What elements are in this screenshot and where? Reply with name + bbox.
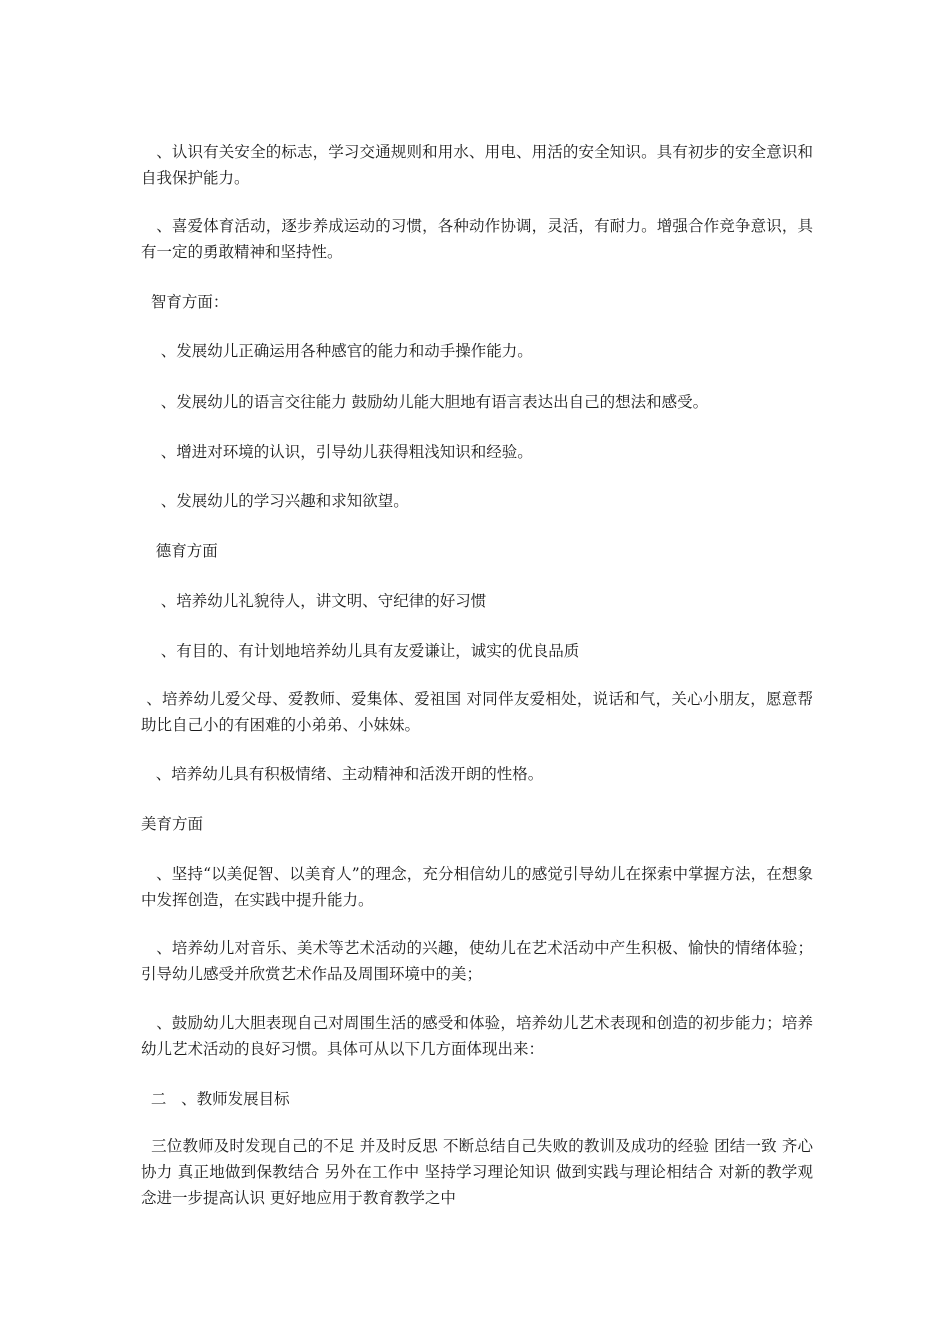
paragraph-sports-activity: 、喜爱体育活动，逐步养成运动的习惯，各种动作协调，灵活，有耐力。增强合作竞争意识，具有一定的勇敢精神和坚持性。	[141, 217, 814, 261]
paragraph-art-interest: 、培养幼儿对音乐、美术等艺术活动的兴趣，使幼儿在艺术活动中产生积极、愉快的情绪体验；引导幼儿感受并欣赏艺术作品及周围环境中的美；	[141, 939, 814, 983]
paragraph-art-expression: 、鼓励幼儿大胆表现自己对周围生活的感受和体验，培养幼儿艺术表现和创造的初步能力；培养幼儿艺术活动的良好习惯。具体可从以下几方面体现出来：	[141, 1014, 814, 1058]
paragraph-environment-knowledge: 、增进对环境的认识，引导幼儿获得粗浅知识和经验。	[141, 443, 533, 461]
paragraph-senses-ability: 、发展幼儿正确运用各种感官的能力和动手操作能力。	[141, 342, 533, 360]
paragraph-learning-interest: 、发展幼儿的学习兴趣和求知欲望。	[141, 492, 409, 510]
paragraph-safety-awareness: 、认识有关安全的标志，学习交通规则和用水、用电、用活的安全知识。具有初步的安全意识和自我保护能力。	[141, 143, 814, 187]
paragraph-teacher-reflection: 三位教师及时发现自己的不足 并及时反思 不断总结自己失败的教训及成功的经验 团结一致 齐心协力 真正地做到保教结合 另外在工作中 坚持学习理论知识 做到实践与理论相结合 对新的教学观念进一步提高认识 更好地应用于教育教学之中	[141, 1137, 813, 1207]
paragraph-beauty-concept: 、坚持“以美促智、以美育人”的理念，充分相信幼儿的感觉引导幼儿在探索中掌握方法，在想象中发挥创造，在实践中提升能力。	[141, 865, 813, 909]
heading-teacher-goals: 二 、教师发展目标	[141, 1090, 290, 1108]
heading-intellectual-education: 智育方面：	[141, 293, 229, 311]
paragraph-positive-emotion: 、培养幼儿具有积极情绪、主动精神和活泼开朗的性格。	[141, 765, 544, 783]
heading-aesthetic-education: 美育方面	[141, 815, 204, 833]
paragraph-love-parents: 、培养幼儿爱父母、爱教师、爱集体、爱祖国 对同伴友爱相处，说话和气，关心小朋友，愿意帮助比自己小的有困难的小弟弟、小妹妹。	[141, 690, 813, 734]
paragraph-friendliness: 、有目的、有计划地培养幼儿具有友爱谦让，诚实的优良品质	[141, 642, 580, 660]
paragraph-language-ability: 、发展幼儿的语言交往能力 鼓励幼儿能大胆地有语言表达出自己的想法和感受。	[141, 393, 709, 411]
paragraph-politeness: 、培养幼儿礼貌待人，讲文明、守纪律的好习惯	[141, 592, 487, 610]
heading-moral-education: 德育方面	[141, 542, 218, 560]
